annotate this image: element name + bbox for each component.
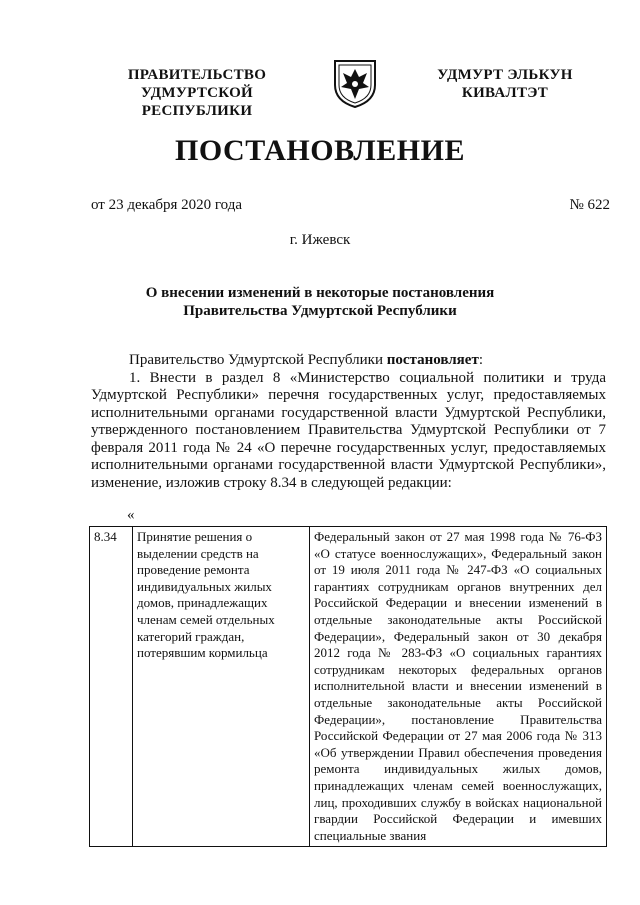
government-name-udm-line1: УДМУРТ ЭЛЬКУН xyxy=(437,67,573,83)
intro-paragraph xyxy=(91,352,606,370)
government-name-ru xyxy=(86,66,308,120)
document-title: ПОСТАНОВЛЕНИЕ xyxy=(175,134,465,167)
government-name-ru-line1: ПРАВИТЕЛЬСТВО xyxy=(127,67,267,83)
intro-text: Правительство Удмуртской Республики xyxy=(129,352,387,368)
legal-basis-cell: Федеральный закон от 27 мая 1998 года № 76-ФЗ «О статусе военнослужащих», Федеральный закон от 19 июля 2011 года № 247-ФЗ «О социальных гарантиях сотрудникам органов внутренних дел Российской Федерации и внесении изменений в отдельные законодательные акты Российской Федерации», Федеральный закон от 30 декабря 2012 года № 283-ФЗ «О социальных гарантиях сотрудникам некоторых федеральных органов исполнительной власти и внесении изменений в отдельные законодательные акты Российской Федерации», постановление Правительства Российской Федерации от 27 мая 2006 года № 313 «Об утверждении Правил обеспечения проведения ремонта индивидуальных жилых домов, принадлежащих членам семей военнослужащих, лиц, проходивших службу в войсках национальной гвардии Российской Федерации и имевших специальные звания xyxy=(310,527,607,847)
table-row xyxy=(90,527,607,847)
government-name-udm-line2: КИВАЛТЭТ xyxy=(461,85,549,101)
row-number-cell: 8.34 xyxy=(90,527,133,847)
government-name-udm xyxy=(420,66,590,102)
document-number: № 622 xyxy=(569,197,610,213)
intro-bold-verb: постановляет xyxy=(386,352,479,368)
document-city: г. Ижевск xyxy=(289,232,351,248)
document-date: от 23 декабря 2020 года xyxy=(91,197,243,213)
item-1-paragraph: 1. Внести в раздел 8 «Министерство социальной политики и труда Удмуртской Республики» перечня государственных услуг, предоставляемых исполнительными органами государственной власти Удмуртской Республики, утвержденного постановлением Правительства Удмуртской Республики от 7 февраля 2011 года № 24 «О перечне государственных услуг, предоставляемых исполнительными органами государственной власти Удмуртской Республики», изменение, изложив строку 8.34 в следующей редакции: xyxy=(91,369,606,491)
opening-quote: « xyxy=(127,507,135,523)
amendment-table xyxy=(89,526,607,847)
coat-of-arms-icon xyxy=(331,57,379,109)
subject-line2: Правительства Удмуртской Республики xyxy=(183,303,457,319)
government-name-ru-line2: УДМУРТСКОЙ РЕСПУБЛИКИ xyxy=(141,85,253,119)
intro-colon: : xyxy=(478,352,483,368)
service-name-cell: Принятие решения о выделении средств на проведение ремонта индивидуальных жилых домов, принадлежащих членам семей отдельных категорий граждан, потерявшим кормильца xyxy=(133,527,310,847)
subject-line1: О внесении изменений в некоторые постановления xyxy=(145,285,495,301)
document-body xyxy=(91,352,606,492)
document-subject xyxy=(0,284,640,320)
